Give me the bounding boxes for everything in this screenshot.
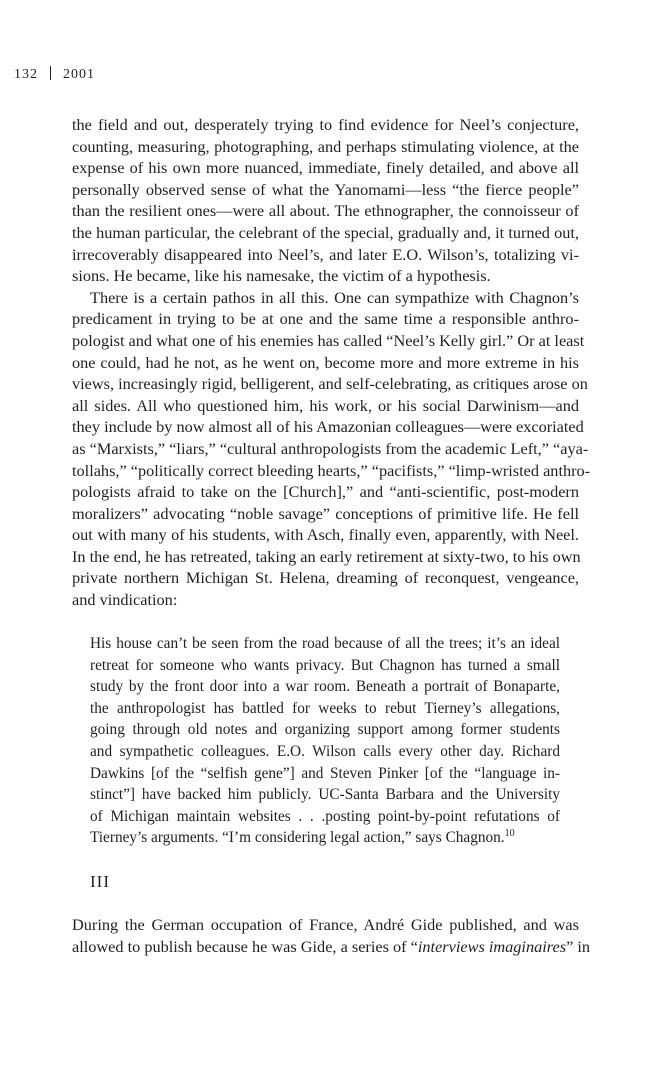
block-quote (90, 633, 560, 849)
quote-line: stinct”] have backed him publicly. UC-Santa Barbara and the University (90, 786, 560, 804)
text-line: There is a certain pathos in all this. One can sympathize with Chagnon’s (90, 287, 579, 307)
running-head (14, 66, 95, 83)
text-line: all sides. All who questioned him, his work, or his social Darwinism—and (72, 395, 579, 415)
quote-line: His house can’t be seen from the road because of all the trees; it’s an ideal (90, 635, 560, 652)
italic-title: interviews imaginaires (417, 936, 567, 956)
quote-line: going through old notes and organizing support among former students (90, 721, 560, 739)
footnote-reference[interactable]: 10 (504, 828, 515, 840)
body-text (72, 114, 591, 611)
page-number: 132 (14, 67, 38, 82)
text-segment: allowed to publish because he was Gide, a series of “ (72, 936, 418, 956)
paragraph-2 (72, 287, 591, 611)
quote-line: and sympathetic colleagues. E.O. Wilson calls every other day. Richard (90, 742, 560, 760)
text-line: private northern Michigan St. Helena, dreaming of reconquest, vengeance, (72, 568, 579, 588)
text-line: During the German occupation of France, André Gide published, and was (72, 915, 579, 934)
text-line: pologists afraid to take on the [Church],” and “anti-scientific, post-modern (72, 482, 579, 502)
text-line: pologist and what one of his enemies has called “Neel’s Kelly girl.” Or at least (72, 330, 585, 350)
text-segment: ” in (566, 936, 591, 956)
text-line: out with many of his students, with Asch, finally even, apparently, with Neel. (72, 525, 579, 545)
text-line: counting, measuring, photographing, and perhaps stimulating violence, at the (72, 136, 579, 156)
text-line: predicament in trying to be at one and the same time a responsible anthro- (72, 309, 579, 329)
text-line: expense of his own more nuanced, immediate, finely detailed, and above all (72, 158, 579, 178)
quote-line: of Michigan maintain websites . . .posting point-by-point refutations of (90, 807, 560, 825)
running-head-separator (50, 66, 51, 80)
quote-line: study by the front door into a war room. Beneath a portrait of Bonaparte, (90, 678, 560, 696)
quote-line: the anthropologist has battled for weeks to rebut Tierney’s allegations, (90, 699, 560, 717)
paragraph-1 (72, 114, 579, 287)
text-line: personally observed sense of what the Yanomami—less “the fierce people” (72, 179, 579, 199)
text-line: moralizers” advocating “noble savage” conceptions of primitive life. He fell (72, 503, 579, 523)
quote-line-last (90, 827, 560, 849)
text-line: irrecoverably disappeared into Neel’s, and later E.O. Wilson’s, totalizing vi- (72, 244, 579, 264)
text-line: one could, had he not, as he went on, become more and more extreme in his (72, 352, 579, 372)
text-line: and vindication: (72, 590, 178, 610)
running-head-year: 2001 (63, 67, 95, 82)
text-line: views, increasingly rigid, belligerent, and self-celebrating, as critiques arose on (72, 374, 588, 394)
text-line: sions. He became, like his namesake, the victim of a hypothesis. (72, 266, 491, 286)
text-line: they include by now almost all of his Amazonian colleagues—were excoriated (72, 417, 584, 437)
quote-last-text: Tierney’s arguments. “I’m considering legal action,” says Chagnon. (90, 829, 505, 847)
text-line: tollahs,” “politically correct bleeding hearts,” “pacifists,” “limp-wristed anthro- (72, 460, 591, 480)
quote-line: Dawkins [of the “selfish gene”] and Steven Pinker [of the “language in- (90, 764, 560, 782)
section-heading: III (90, 872, 110, 891)
quote-line: retreat for someone who wants privacy. But Chagnon has turned a small (90, 656, 560, 674)
text-line: In the end, he has retreated, taking an early retirement at sixty-two, to his own (72, 546, 581, 566)
text-line: than the resilient ones—were all about. The ethnographer, the connoisseur of (72, 201, 579, 221)
text-line: the human particular, the celebrant of the special, gradually and, it turned out, (72, 222, 579, 242)
text-line: as “Marxists,” “liars,” “cultural anthropologists from the academic Left,” “aya- (72, 438, 589, 458)
paragraph-3 (72, 914, 591, 957)
text-line: the field and out, desperately trying to find evidence for Neel’s conjecture, (72, 115, 579, 134)
text-line-mixed (72, 936, 591, 958)
